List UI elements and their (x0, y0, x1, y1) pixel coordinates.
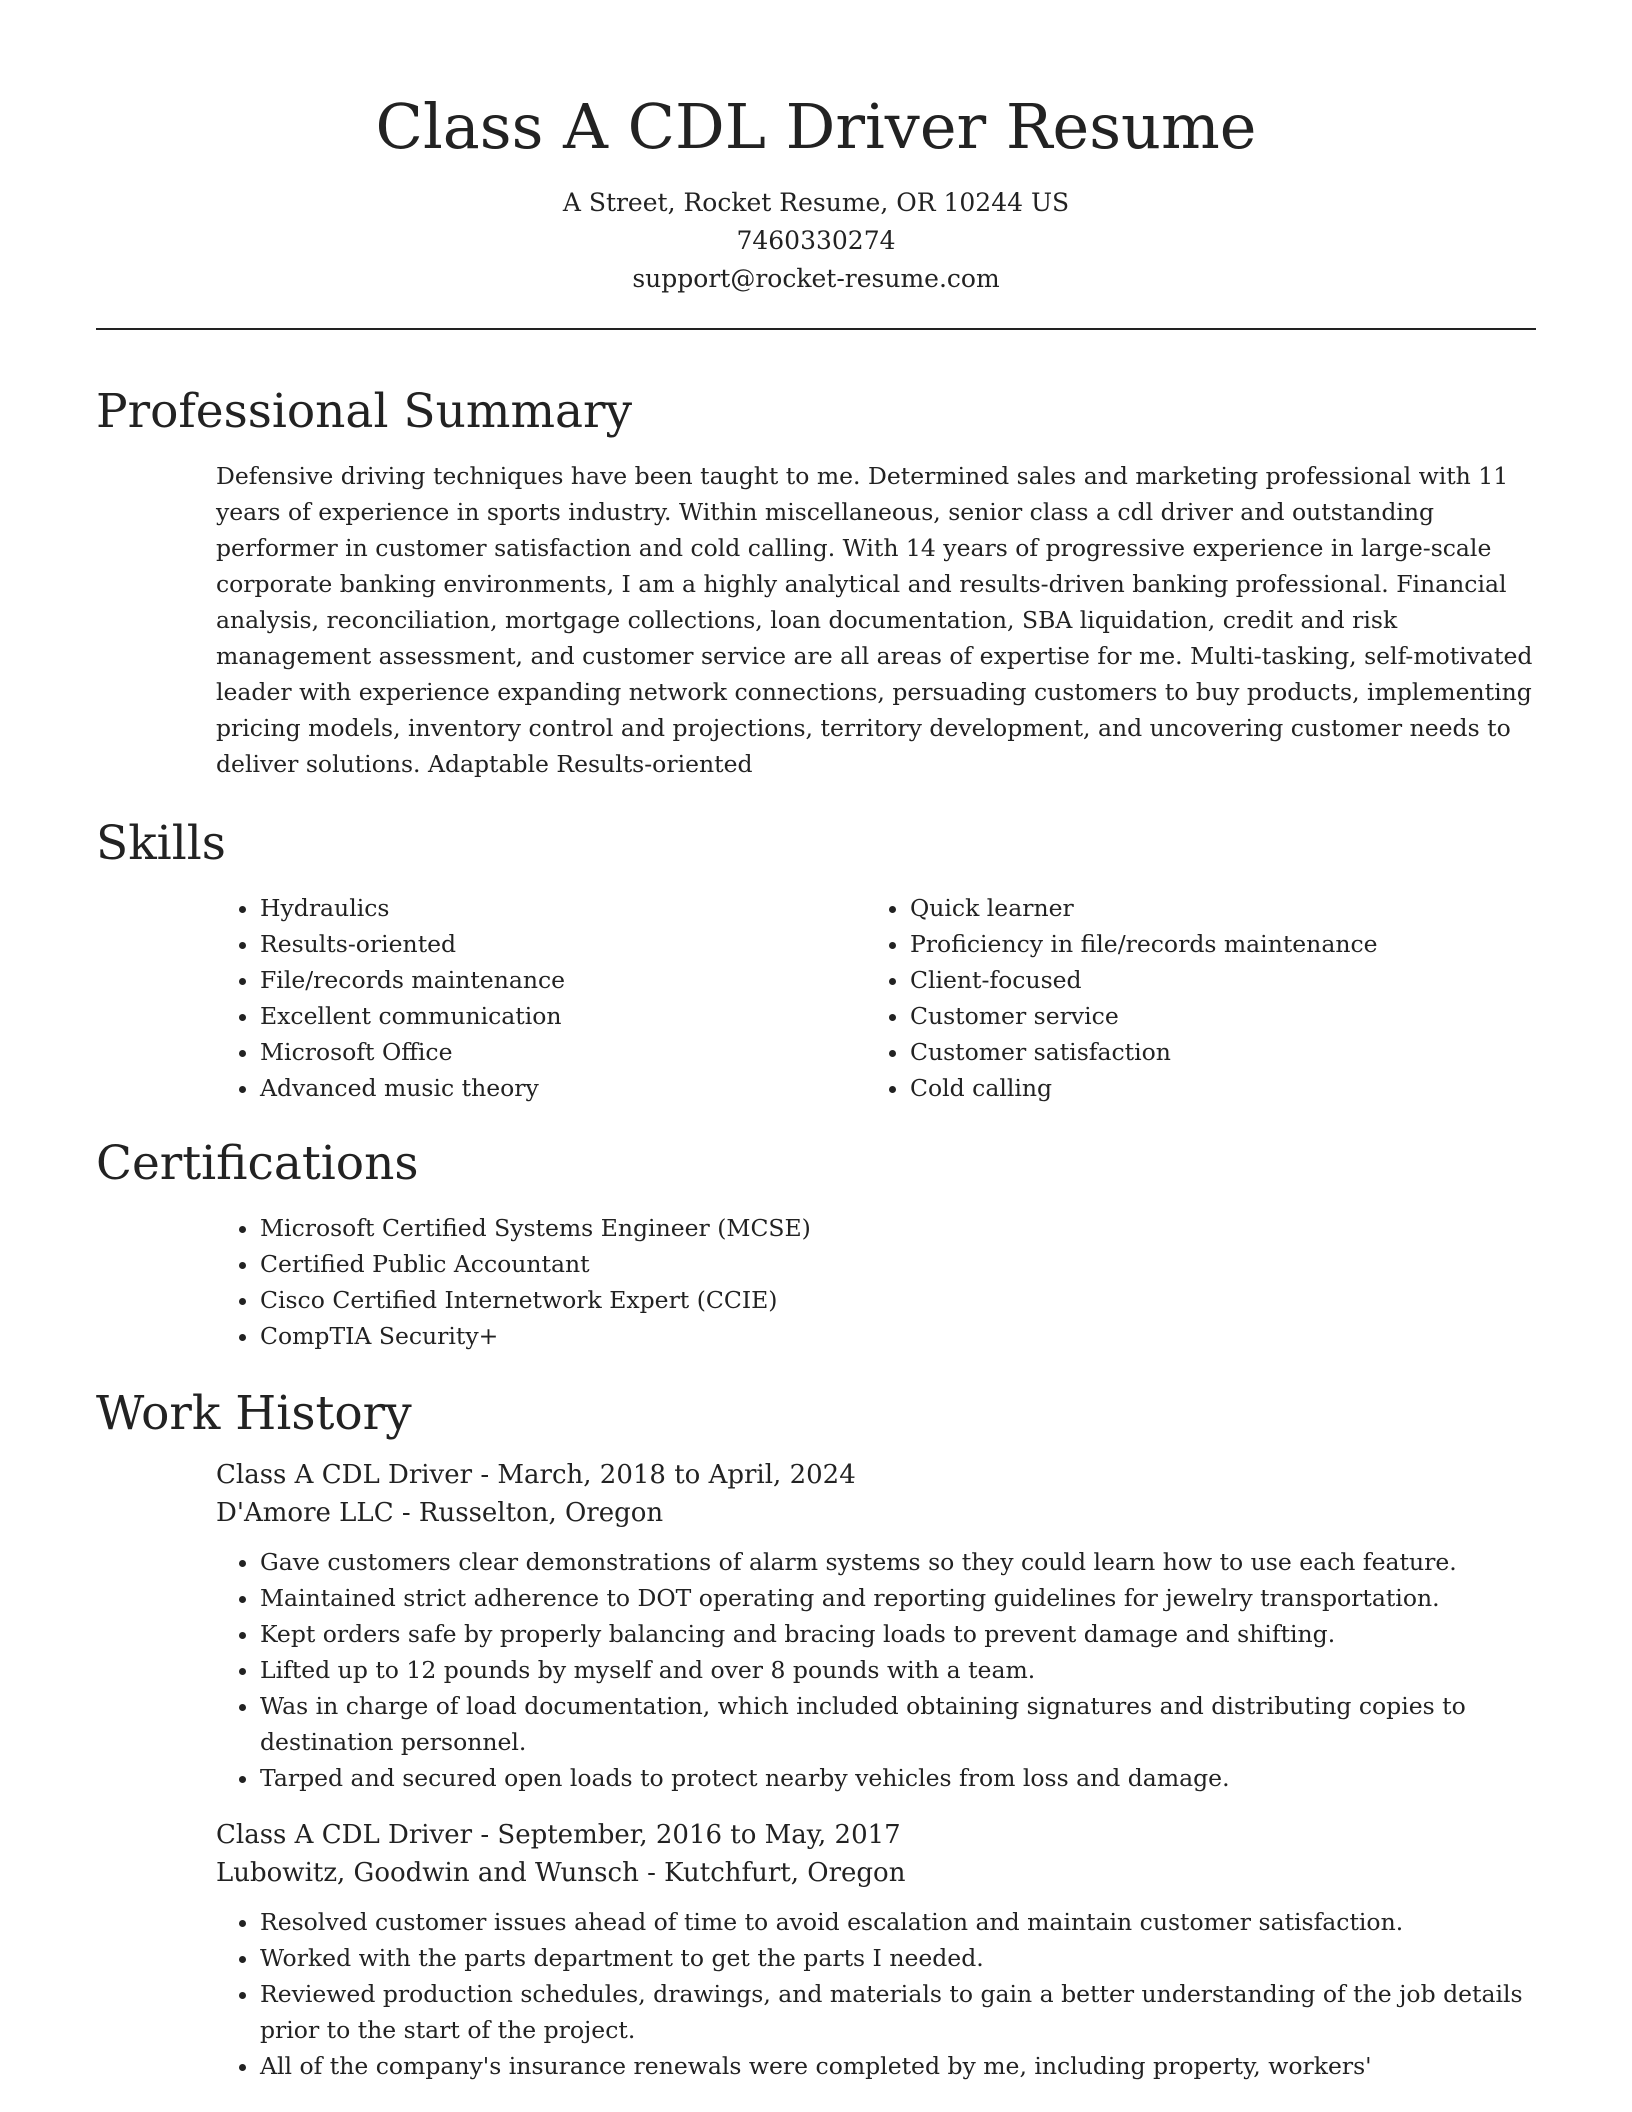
job-company: D'Amore LLC (216, 1498, 394, 1528)
skill-item: • File/records maintenance (260, 962, 866, 998)
certification-item: • Cisco Certified Internetwork Expert (CCIE) (260, 1282, 1536, 1318)
job-bullet: • Kept orders safe by properly balancing and bracing loads to prevent damage and shifting. (260, 1616, 1536, 1652)
summary-heading: Professional Summary (96, 384, 633, 439)
certification-item: • Microsoft Certified Systems Engineer (MCSE) (260, 1210, 1536, 1246)
job-location: - Russelton, Oregon (393, 1498, 664, 1528)
certifications-section (96, 1132, 1536, 1354)
job-entry (216, 1456, 1536, 1796)
job-dates: - September, 2016 to May, 2017 (472, 1820, 901, 1850)
job-bullet: • All of the company's insurance renewals were completed by me, including property, workers' (260, 2048, 1536, 2084)
skill-item: • Results-oriented (260, 926, 866, 962)
skill-item: • Quick learner (910, 890, 1516, 926)
skill-item: • Hydraulics (260, 890, 866, 926)
work-history-heading: Work History (96, 1386, 412, 1441)
skill-item: • Customer satisfaction (910, 1034, 1516, 1070)
job-company-line (216, 1494, 1536, 1532)
job-bullet: • Tarped and secured open loads to protect nearby vehicles from loss and damage. (260, 1760, 1536, 1796)
job-title-line (216, 1456, 1536, 1494)
certification-item: • Certified Public Accountant (260, 1246, 1536, 1282)
resume-page (96, 0, 1536, 2080)
job-company: Lubowitz, Goodwin and Wunsch (216, 1858, 639, 1888)
job-bullet: • Reviewed production schedules, drawings, and materials to gain a better understanding of the job details prior to the start of the project. (260, 1976, 1536, 2048)
contact-phone: 7460330274 (736, 226, 896, 255)
skills-columns (216, 890, 1536, 1106)
skill-item: • Excellent communication (260, 998, 866, 1034)
job-location: - Kutchfurt, Oregon (638, 1858, 906, 1888)
contact-address: A Street, Rocket Resume, OR 10244 US (562, 188, 1070, 217)
job-title: Class A CDL Driver (216, 1820, 473, 1850)
job-bullet: • Lifted up to 12 pounds by myself and over 8 pounds with a team. (260, 1652, 1536, 1688)
job-title-line (216, 1816, 1536, 1854)
skills-section (96, 812, 1536, 1106)
certifications-heading: Certifications (96, 1136, 419, 1191)
job-entry (216, 1816, 1536, 2084)
skills-column-right (866, 890, 1516, 1106)
job-bullet: • Was in charge of load documentation, which included obtaining signatures and distributing copies to destination personnel. (260, 1688, 1536, 1760)
header-divider (96, 328, 1536, 330)
skills-column-left (216, 890, 866, 1106)
skill-item: • Proficiency in file/records maintenance (910, 926, 1516, 962)
contact-email: support@rocket-resume.com (632, 264, 1000, 293)
job-company-line (216, 1854, 1536, 1892)
work-history-section (96, 1382, 1536, 2084)
job-dates: - March, 2018 to April, 2024 (472, 1460, 856, 1490)
skill-item: • Client-focused (910, 962, 1516, 998)
job-bullet: • Gave customers clear demonstrations of alarm systems so they could learn how to use each feature. (260, 1544, 1536, 1580)
job-title: Class A CDL Driver (216, 1460, 473, 1490)
job-bullet: • Worked with the parts department to get the parts I needed. (260, 1940, 1536, 1976)
skill-item: • Microsoft Office (260, 1034, 866, 1070)
summary-section (96, 380, 1536, 782)
skill-item: • Customer service (910, 998, 1516, 1034)
skill-item: • Advanced music theory (260, 1070, 866, 1106)
certification-item: • CompTIA Security+ (260, 1318, 1536, 1354)
resume-header (96, 0, 1536, 330)
skills-heading: Skills (96, 816, 226, 871)
skill-item: • Cold calling (910, 1070, 1516, 1106)
job-bullet: • Resolved customer issues ahead of time to avoid escalation and maintain customer satisfaction. (260, 1904, 1536, 1940)
contact-block (96, 184, 1536, 298)
resume-title: Class A CDL Driver Resume (375, 90, 1257, 163)
summary-text: Defensive driving techniques have been taught to me. Determined sales and marketing professional with 11 years of experience in sports industry. Within miscellaneous, senior class a cdl driver and outstanding performer in customer satisfaction and cold calling. With 14 years of progressive experience in large-scale corporate banking environments, I am a highly analytical and results-driven banking professional. Financial analysis, reconciliation, mortgage collections, loan documentation, SBA liquidation, credit and risk management assessment, and customer service are all areas of expertise for me. Multi-tasking, self-motivated leader with experience expanding network connections, persuading customers to buy products, implementing pricing models, inventory control and projections, territory development, and uncovering customer needs to deliver solutions. Adaptable Results-oriented (216, 462, 1533, 778)
job-bullet: • Maintained strict adherence to DOT operating and reporting guidelines for jewelry transportation. (260, 1580, 1536, 1616)
